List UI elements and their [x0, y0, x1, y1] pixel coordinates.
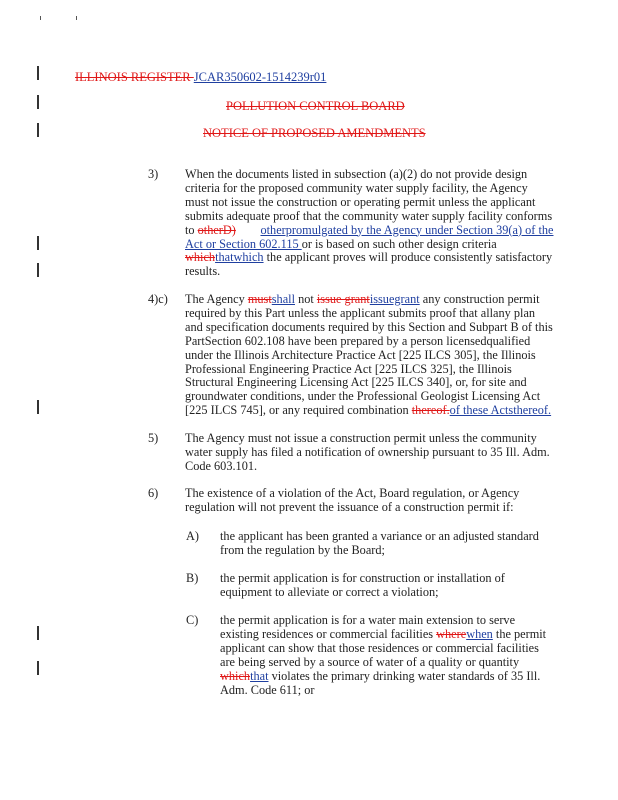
- text-run: violates the primary drinking water standards of 35 Ill.: [268, 668, 541, 683]
- deleted-text: which: [220, 668, 251, 683]
- paragraph-number: A): [186, 529, 199, 543]
- text-line: [185, 250, 552, 264]
- change-bar: [37, 95, 39, 109]
- deleted-text: thereof.: [411, 403, 450, 418]
- inserted-text: otherpromulgated by the Agency under Section 39(a) of the: [260, 222, 554, 237]
- inserted-text: issuegrant: [369, 292, 420, 306]
- text-run: water supply has filed a notification of ownership pursuant to 35 Ill. Adm.: [185, 444, 550, 459]
- text-line: [185, 389, 540, 403]
- text-line: [220, 641, 539, 655]
- change-bar: [37, 123, 39, 137]
- change-bar: [37, 66, 39, 80]
- text-run: the permit: [492, 626, 547, 641]
- text-run: criteria for the proposed community water supply facility, the Agency: [185, 180, 528, 195]
- change-bar: [37, 626, 39, 640]
- inserted-text: Act or Section 602.115: [185, 236, 302, 251]
- change-bar: [37, 263, 39, 277]
- text-line: [185, 320, 553, 334]
- text-run: and specification documents required by this Section and Subpart B of this: [185, 319, 553, 334]
- text-run: The Agency must not issue a construction permit unless the community: [185, 431, 537, 445]
- text-run: [236, 223, 261, 237]
- text-run: Adm. Code 611; or: [220, 682, 315, 697]
- text-run: existing residences or commercial facilities: [220, 626, 437, 641]
- text-line: [185, 348, 536, 362]
- text-run: the applicant has been granted a variance or an adjusted standard: [220, 529, 539, 543]
- change-bar: [37, 661, 39, 675]
- text-line: [220, 655, 519, 669]
- text-run: applicant can show that those residences or commercial facilities: [220, 640, 539, 655]
- text-run: The existence of a violation of the Act, Board regulation, or Agency: [185, 486, 520, 500]
- text-line: [185, 445, 550, 459]
- text-line: [220, 543, 385, 557]
- text-line: [220, 585, 439, 599]
- paragraph-number: B): [186, 571, 199, 585]
- text-line: [185, 306, 535, 320]
- deleted-text: NOTICE OF PROPOSED AMENDMENTS: [203, 126, 426, 140]
- text-run: to: [185, 222, 198, 237]
- change-bar: [37, 400, 39, 414]
- deleted-text: which: [185, 250, 216, 265]
- text-run: must not issue the construction or operating permit unless the applicant: [185, 194, 536, 209]
- text-line: [185, 403, 551, 417]
- deleted-text: POLLUTION CONTROL BOARD: [226, 99, 405, 113]
- text-run: [225 ILCS 745], or any required combination: [185, 403, 412, 418]
- text-line: [220, 669, 540, 683]
- deleted-text: must: [247, 292, 272, 306]
- text-run: The Agency: [185, 292, 248, 306]
- inserted-text: when: [466, 626, 493, 641]
- paragraph-number: 6): [148, 486, 159, 500]
- text-line: [185, 209, 552, 223]
- text-line: [185, 459, 257, 473]
- text-run: Structural Engineering Licensing Act [225 ILCS 340], or, for site and: [185, 375, 527, 390]
- text-run: or is based on such other design criteria: [301, 236, 497, 251]
- text-run: the permit application is for construction or installation of: [220, 571, 505, 585]
- text-run: any construction permit: [419, 292, 540, 306]
- inserted-text: shall: [271, 292, 295, 306]
- text-run: the permit application is for a water main extension to serve: [220, 613, 516, 627]
- text-run: required by this Part unless the applicant submits proof that allany plan: [185, 305, 536, 320]
- text-line: [185, 292, 540, 306]
- text-line: [220, 571, 505, 585]
- board-header: [226, 99, 405, 114]
- text-run: not: [295, 292, 317, 306]
- text-line: [185, 167, 527, 181]
- text-line: [185, 181, 528, 195]
- text-run: regulation will not prevent the issuance of a construction permit if:: [185, 499, 514, 514]
- text-run: under the Illinois Architecture Practice Act [225 ILCS 305], the Illinois: [185, 347, 536, 362]
- deleted-text: where: [436, 626, 467, 641]
- change-bar: [37, 236, 39, 250]
- text-line: [220, 613, 515, 627]
- text-run: Professional Engineering Practice Act [225 ILCS 325], the Illinois: [185, 361, 512, 376]
- inserted-text: thatwhich: [215, 250, 264, 265]
- scan-mark: [76, 16, 77, 20]
- text-run: are being served by a source of water of a quality or quantity: [220, 654, 520, 669]
- text-line: [185, 264, 220, 278]
- text-line: [185, 237, 497, 251]
- inserted-text: JCAR350602-1514239r01: [193, 70, 327, 84]
- paragraph-number: 3): [148, 167, 159, 181]
- inserted-text: of these Actsthereof.: [449, 403, 552, 418]
- text-line: [220, 683, 315, 697]
- text-line: [185, 431, 537, 445]
- paragraph-number: 5): [148, 431, 159, 445]
- notice-header: [203, 126, 426, 141]
- text-line: [185, 195, 535, 209]
- text-line: [185, 375, 527, 389]
- text-line: [185, 334, 530, 348]
- text-line: [185, 362, 512, 376]
- text-line: [185, 500, 514, 514]
- paragraph-number: 4)c): [148, 292, 168, 306]
- text-run: the applicant proves will produce consistently satisfactory: [263, 250, 553, 265]
- text-run: from the regulation by the Board;: [220, 542, 385, 557]
- text-run: Code 603.101.: [185, 458, 258, 473]
- inserted-text: that: [250, 668, 269, 683]
- text-run: submits adequate proof that the community water supply facility conforms: [185, 208, 553, 223]
- scan-mark: [40, 16, 41, 20]
- paragraph-number: C): [186, 613, 199, 627]
- text-line: [220, 529, 539, 543]
- text-line: [220, 627, 546, 641]
- text-line: [185, 486, 519, 500]
- text-run: When the documents listed in subsection (a)(2) do not provide design: [185, 167, 528, 181]
- register-header: [75, 70, 326, 85]
- deleted-text: otherD): [197, 222, 236, 237]
- text-run: PartSection 602.108 have been prepared by a person licensedqualified: [185, 333, 531, 348]
- text-run: results.: [185, 264, 221, 279]
- text-line: [185, 223, 553, 237]
- deleted-text: ILLINOIS REGISTER: [75, 70, 194, 84]
- deleted-text: issue grant: [316, 292, 370, 306]
- text-run: equipment to alleviate or correct a violation;: [220, 584, 439, 599]
- text-run: groundwater conditions, under the Professional Geologist Licensing Act: [185, 389, 541, 404]
